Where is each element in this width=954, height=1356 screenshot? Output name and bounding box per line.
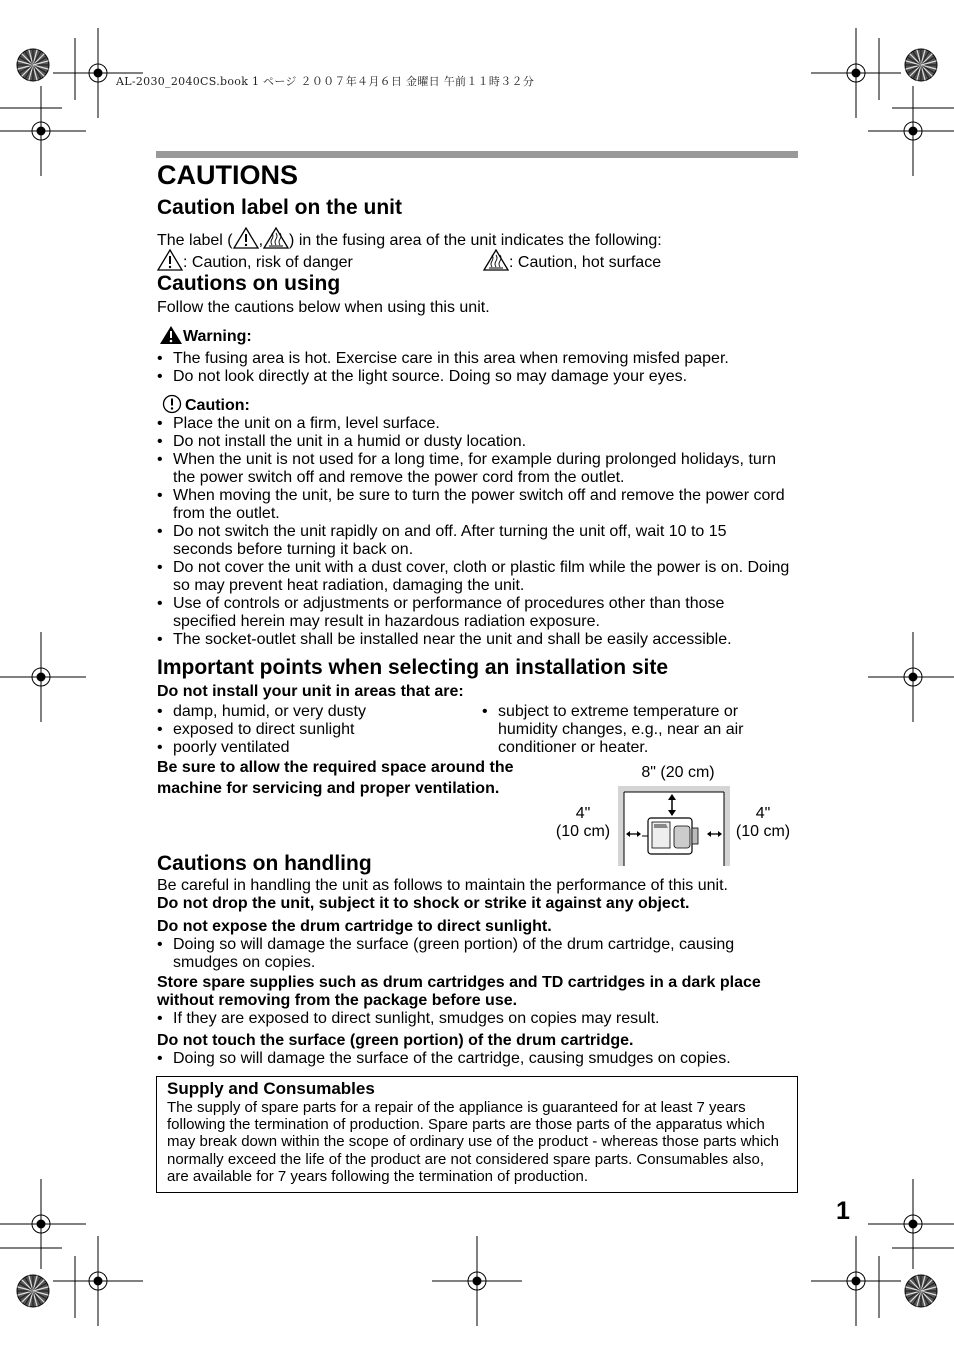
danger-legend-text: : Caution, risk of danger	[183, 254, 353, 271]
right-label-line: (10 cm)	[735, 823, 791, 840]
cautions-using-intro: Follow the cautions below when using this unit.	[157, 299, 490, 316]
caution-circle-icon	[162, 394, 182, 414]
installation-subheading: Do not install your unit in areas that are:	[157, 683, 464, 700]
hot-surface-icon	[263, 227, 289, 249]
diagram-top-label: 8" (20 cm)	[641, 764, 715, 781]
handling-rule-2-list	[157, 936, 782, 972]
clearance-diagram	[618, 786, 730, 866]
crosshair-mark	[432, 1236, 522, 1326]
intro-text-end: ) in the fusing area of the unit indicates the following:	[289, 232, 662, 249]
starburst-mark	[17, 1275, 49, 1307]
diagram-left-label	[552, 805, 614, 841]
list-item: • Do not cover the unit with a dust cover, cloth or plastic film while the power is on. Doing so may prevent heat radiation, damaging the unit.	[157, 559, 793, 595]
hot-legend	[483, 249, 661, 272]
page-title: CAUTIONS	[157, 160, 298, 190]
caution-heading	[162, 394, 250, 415]
supply-consumables-box	[156, 1076, 798, 1193]
crosshair-mark	[53, 1236, 143, 1326]
handling-rule-1: Do not drop the unit, subject it to shock or strike it against any object.	[157, 895, 690, 912]
list-item: • Use of controls or adjustments or performance of procedures other than those specified herein may result in hazardous radiation exposure.	[157, 595, 773, 631]
left-label-line: (10 cm)	[555, 823, 611, 840]
file-info-header: AL-2030_2040CS.book 1 ページ ２００７年４月６日 金曜日 午前１１時３２分	[116, 75, 535, 88]
starburst-mark	[17, 49, 49, 81]
section-heading-installation: Important points when selecting an installation site	[157, 656, 669, 679]
section-heading-handling: Cautions on handling	[157, 852, 372, 875]
danger-triangle-icon	[157, 249, 183, 271]
crosshair-mark	[0, 1179, 86, 1269]
list-item: • The fusing area is hot. Exercise care in this area when removing misfed paper.	[157, 350, 797, 368]
crosshair-mark	[811, 1236, 901, 1326]
list-item: • When moving the unit, be sure to turn the power switch off and remove the power cord from the outlet.	[157, 487, 797, 523]
danger-legend	[157, 249, 353, 272]
list-item: • poorly ventilated	[157, 739, 477, 757]
list-item: • Do not switch the unit rapidly on and off. After turning the unit off, wait 10 to 15 seconds before turning it back on.	[157, 523, 783, 559]
list-item: • damp, humid, or very dusty	[157, 703, 477, 721]
warning-heading	[159, 325, 252, 346]
supply-box-text: The supply of spare parts for a repair of the appliance is guaranteed for at least 7 years following the termination of production. Spare parts are those parts of the apparatus which may break down within the scope of ordinary use of the product - whereas those parts which normally exceed the life of the product are not considered spare parts. Consumables also, are available for 7 years following the termination of production.	[167, 1099, 779, 1185]
warning-filled-triangle-icon	[159, 325, 183, 345]
crosshair-mark	[868, 1179, 954, 1269]
section-heading-caution-label: Caution label on the unit	[157, 196, 402, 219]
caution-label-intro	[157, 227, 662, 250]
handling-rule-3: Store spare supplies such as drum cartridges and TD cartridges in a dark place without removing from the package before use.	[157, 974, 761, 1009]
installation-list-right	[482, 703, 782, 757]
left-label-line: 4"	[575, 805, 591, 822]
handling-rule-4: Do not touch the surface (green portion) of the drum cartridge.	[157, 1032, 634, 1049]
list-item: • If they are exposed to direct sunlight, smudges on copies may result.	[157, 1010, 797, 1028]
section-heading-cautions-using: Cautions on using	[157, 272, 341, 295]
starburst-mark	[905, 1275, 937, 1307]
crosshair-mark	[868, 632, 954, 722]
list-item: • When the unit is not used for a long time, for example during prolonged holidays, turn the power switch off and remove the power cord from the outlet.	[157, 451, 793, 487]
diagram-right-label	[732, 805, 794, 841]
list-item: • Do not look directly at the light source. Doing so may damage your eyes.	[157, 368, 797, 386]
crosshair-mark	[811, 28, 901, 118]
hot-legend-text: : Caution, hot surface	[509, 254, 662, 271]
list-item: • exposed to direct sunlight	[157, 721, 477, 739]
crosshair-mark	[868, 86, 954, 176]
list-item: • Place the unit on a firm, level surface.	[157, 415, 797, 433]
handling-rule-2: Do not expose the drum cartridge to direct sunlight.	[157, 918, 552, 935]
list-item: • The socket-outlet shall be installed near the unit and shall be easily accessible.	[157, 631, 797, 649]
list-item: • Doing so will damage the surface (green portion) of the drum cartridge, causing smudges on copies.	[157, 936, 782, 972]
handling-intro: Be careful in handling the unit as follows to maintain the performance of this unit.	[157, 877, 728, 894]
caution-list	[157, 415, 797, 649]
space-note: Be sure to allow the required space around the machine for servicing and proper ventilation.	[157, 759, 514, 797]
warning-label: Warning:	[183, 328, 252, 345]
warning-list	[157, 350, 797, 386]
caution-label: Caution:	[185, 397, 250, 414]
page-number: 1	[836, 1197, 850, 1225]
starburst-mark	[905, 49, 937, 81]
supply-box-title: Supply and Consumables	[167, 1079, 375, 1098]
list-item: • subject to extreme temperature or humidity changes, e.g., near an air conditioner or heater.	[482, 703, 782, 757]
list-item: • Do not install the unit in a humid or dusty location.	[157, 433, 797, 451]
installation-list-left	[157, 703, 477, 757]
handling-rule-3-list	[157, 1010, 797, 1028]
intro-comma: ,	[258, 232, 264, 249]
title-rule	[156, 151, 798, 158]
danger-triangle-icon	[233, 227, 259, 249]
list-item: • Doing so will damage the surface of the cartridge, causing smudges on copies.	[157, 1050, 797, 1068]
right-label-line: 4"	[755, 805, 771, 822]
hot-surface-icon	[483, 249, 509, 271]
crosshair-mark	[0, 86, 86, 176]
handling-rule-4-list	[157, 1050, 797, 1068]
intro-text: The label (	[157, 232, 233, 249]
crosshair-mark	[0, 632, 86, 722]
